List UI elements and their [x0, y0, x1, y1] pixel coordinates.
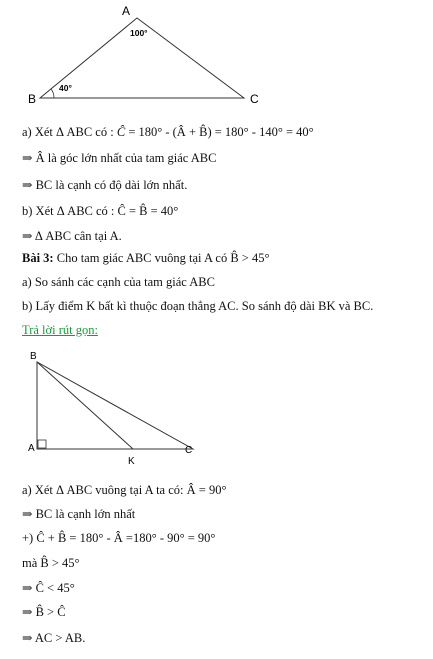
label-b-2: B	[30, 351, 37, 362]
right-angle-mark	[38, 440, 46, 448]
solution-line-5: ⇒ Ĉ < 45°	[22, 581, 75, 595]
part-a-line-1	[22, 124, 314, 140]
bai3-text: Cho tam giác ABC vuông tại A có B̂ > 45°	[53, 251, 270, 265]
label-k: K	[128, 456, 135, 467]
solution-line-7: ⇒ AC > AB.	[22, 631, 86, 645]
solution-line-3: +) Ĉ + B̂ = 180° - Â =180° - 90° = 90°	[22, 531, 216, 545]
solution-line-1: a) Xét Δ ABC vuông tại A ta có: Â = 90°	[22, 483, 227, 497]
angle-b-arc	[51, 89, 54, 98]
triangle-figure-1	[0, 0, 433, 110]
label-c: C	[250, 92, 259, 106]
solution-line-6: ⇒ B̂ > Ĉ	[22, 605, 66, 619]
bai3-heading	[22, 250, 269, 266]
solution-line-2: ⇒ BC là cạnh lớn nhất	[22, 507, 136, 521]
part-b-line-1: b) Xét Δ ABC có : Ĉ = B̂ = 40°	[22, 204, 179, 218]
c-hat: Ĉ	[116, 125, 126, 139]
part-a-rest: = 180° - (Â + B̂) = 180° - 140° = 40°	[125, 125, 314, 139]
solution-line-4: mà B̂ > 45°	[22, 556, 80, 570]
bai3-question-a: a) So sánh các cạnh của tam giác ABC	[22, 275, 215, 289]
part-a-line-2: ⇒ Â là góc lớn nhất của tam giác ABC	[22, 151, 217, 165]
triangle-figure-2	[0, 345, 433, 470]
segment-bk	[37, 362, 133, 449]
angle-a-label: 100°	[130, 28, 148, 38]
part-b-line-2: ⇒ Δ ABC cân tại A.	[22, 229, 122, 243]
label-b: B	[28, 92, 37, 106]
label-a-2: A	[28, 443, 35, 454]
label-c-2: C	[185, 445, 193, 456]
part-a-line-3: ⇒ BC là cạnh có độ dài lớn nhất.	[22, 178, 188, 192]
bai3-title: Bài 3:	[22, 251, 54, 265]
part-a-prefix: a) Xét Δ ABC có :	[22, 125, 117, 139]
label-a: A	[122, 4, 131, 18]
bai3-question-b: b) Lấy điểm K bất kì thuộc đoạn thẳng AC. So sánh độ dài BK và BC.	[22, 299, 374, 313]
answer-heading: Trả lời rút gọn:	[22, 323, 98, 337]
angle-b-label: 40°	[59, 83, 72, 93]
triangle-abc-2	[37, 362, 193, 449]
